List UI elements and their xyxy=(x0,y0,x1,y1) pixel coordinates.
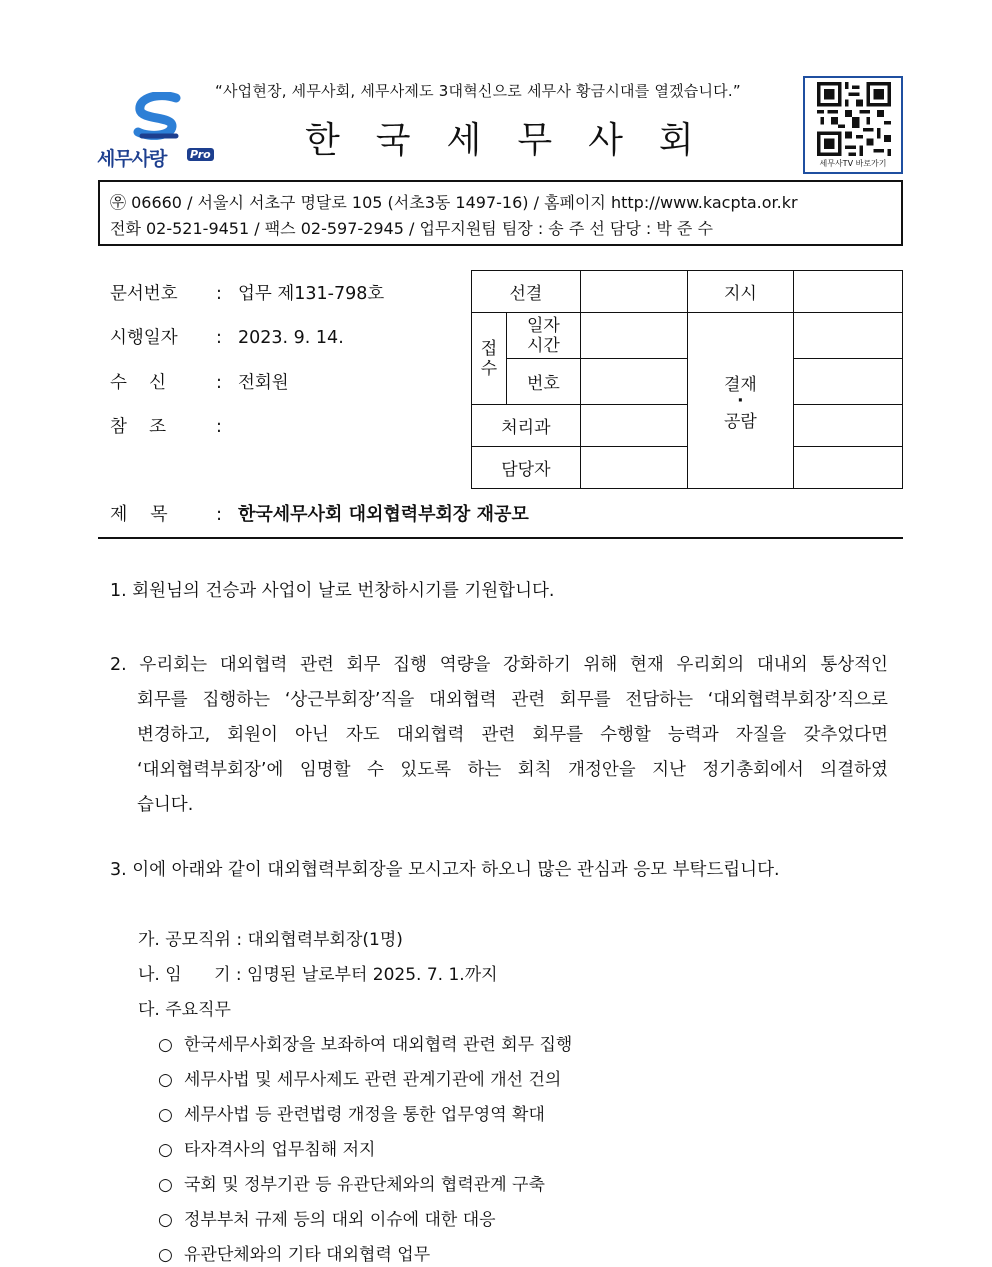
subject-row xyxy=(110,500,529,526)
dept-label: 처리과 xyxy=(472,405,581,447)
word: 통상적인 xyxy=(820,655,888,675)
instruction-cell xyxy=(794,271,903,313)
bullet-icon: ○ xyxy=(158,1035,173,1055)
separator: : xyxy=(216,417,222,437)
word: 하는 xyxy=(467,760,502,780)
word: 집행하는 xyxy=(202,690,271,710)
duty-item xyxy=(158,1205,496,1230)
word: 자질을 xyxy=(735,725,787,745)
bullet-icon: ○ xyxy=(158,1245,173,1265)
logo-pro-badge: Pro xyxy=(187,148,214,161)
word: 강화하기 xyxy=(503,655,571,675)
recipient-row xyxy=(110,369,289,394)
slogan: “사업현장, 세무사회, 세무사제도 3대혁신으로 세무사 황금시대를 열겠습니다.” xyxy=(215,82,741,100)
reference-label: 참 조 xyxy=(110,417,167,437)
word: 2. xyxy=(110,655,127,675)
paragraph-2-line xyxy=(110,788,888,823)
reference-row xyxy=(110,413,238,438)
datetime-label: 일자 시간 xyxy=(506,313,580,359)
duty-text: 국회 및 정부기관 등 유관단체와의 협력관계 구축 xyxy=(184,1175,545,1195)
preapproval-cell xyxy=(580,271,687,313)
recipient-value: 전회원 xyxy=(238,373,289,393)
paragraph-2-line xyxy=(110,753,888,788)
preapproval-label: 선결 xyxy=(472,271,581,313)
word: 우리회의 xyxy=(676,655,745,675)
doc-number: 업무 제131-798호 xyxy=(238,284,385,304)
word: 우리회는 xyxy=(139,655,208,675)
word: ‘상근부회장’직을 xyxy=(284,690,415,710)
word: 회무를 xyxy=(559,690,611,710)
logo-text: 세무사랑 xyxy=(97,148,167,170)
word: 개정안을 xyxy=(568,760,636,780)
date-row xyxy=(110,324,344,349)
word: 회무 xyxy=(346,655,381,675)
paragraph-1: 1. 회원님의 건승과 사업이 날로 번창하시기를 기원합니다. xyxy=(110,581,555,601)
approval-dot: · xyxy=(737,390,744,411)
paragraph-2-line xyxy=(110,718,888,753)
duty-text: 타자격사의 업무침해 저지 xyxy=(184,1140,376,1160)
word: 전담하는 xyxy=(625,690,693,710)
duty-item xyxy=(158,1100,545,1125)
receipt-text: 접 수 xyxy=(480,338,498,379)
duty-text: 세무사법 및 세무사제도 관련 관계기관에 개선 건의 xyxy=(184,1070,562,1090)
approval-cell-4 xyxy=(794,447,903,489)
word: 지난 xyxy=(652,760,686,780)
paragraph-2 xyxy=(110,648,888,823)
qr-caption: 세무사TV 바로가기 xyxy=(819,159,887,168)
word: 관련 xyxy=(300,655,334,675)
approval-cell-2 xyxy=(794,359,903,405)
word: 습니다. xyxy=(137,795,194,815)
word: 변경하고, xyxy=(137,725,211,745)
logo-s-icon xyxy=(128,92,188,144)
item-duties-heading: 다. 주요직무 xyxy=(138,1000,231,1020)
duty-item xyxy=(158,1030,572,1055)
doc-number-row xyxy=(110,280,384,305)
address-box xyxy=(98,180,903,246)
bullet-icon: ○ xyxy=(158,1175,173,1195)
word: 회무를 xyxy=(532,725,584,745)
approval-cell-3 xyxy=(794,405,903,447)
item-position: 가. 공모직위 : 대외협력부회장(1명) xyxy=(138,930,403,950)
duty-item xyxy=(158,1240,430,1265)
word: 회원이 xyxy=(227,725,278,745)
word: 대외협력 xyxy=(396,725,465,745)
separator: : xyxy=(216,373,222,393)
approval-cell-1 xyxy=(794,313,903,359)
word: 갖추었다면 xyxy=(803,725,888,745)
dept-cell xyxy=(580,405,687,447)
logo xyxy=(95,92,220,172)
subject-label: 제 목 xyxy=(110,504,168,525)
duty-text: 세무사법 등 관련법령 개정을 통한 업무영역 확대 xyxy=(184,1105,545,1125)
word: 대외협력 xyxy=(429,690,497,710)
qr-code-icon xyxy=(812,82,896,156)
date-value: 2023. 9. 14. xyxy=(238,328,344,348)
date-label: 시행일자 xyxy=(110,328,178,348)
word: 현재 xyxy=(630,655,664,675)
word: 대외협력 xyxy=(219,655,288,675)
approval-bottom: 공람 xyxy=(723,411,757,432)
duty-text: 한국세무사회장을 보좌하여 대외협력 관련 회무 집행 xyxy=(184,1035,573,1055)
duty-item xyxy=(158,1065,561,1090)
word: 회무를 xyxy=(137,690,188,710)
word: 임명할 xyxy=(299,760,351,780)
address-line: ㉾ 06660 / 서울시 서초구 명달로 105 (서초3동 1497-16) / 홈페이지 http://www.kacpta.or.kr xyxy=(110,193,798,212)
word: 수행할 xyxy=(600,725,651,745)
duty-text: 유관단체와의 기타 대외협력 업무 xyxy=(184,1245,431,1265)
word: 집행 xyxy=(393,655,427,675)
instruction-label: 지시 xyxy=(687,271,794,313)
duty-item xyxy=(158,1135,375,1160)
paragraph-2-line xyxy=(110,683,888,718)
duty-text: 정부부처 규제 등의 대외 이슈에 대한 대응 xyxy=(184,1210,496,1230)
organization-title: 한국세무사회 xyxy=(305,120,730,161)
subject-text: 한국세무사회 대외협력부회장 재공모 xyxy=(238,504,529,525)
manager-cell xyxy=(580,447,687,489)
bullet-icon: ○ xyxy=(158,1210,173,1230)
approval-label xyxy=(687,313,794,489)
word: 관련 xyxy=(481,725,516,745)
recipient-label: 수 신 xyxy=(110,373,167,393)
bullet-icon: ○ xyxy=(158,1105,173,1125)
word: 수 xyxy=(367,760,384,780)
receipt-label xyxy=(472,313,507,405)
doc-number-label: 문서번호 xyxy=(110,284,178,304)
word: 위해 xyxy=(583,655,618,675)
word: 있도록 xyxy=(400,760,452,780)
duty-item xyxy=(158,1170,545,1195)
word: 의결하였 xyxy=(820,760,888,780)
word: 회칙 xyxy=(517,760,552,780)
word: 정기총회에서 xyxy=(702,760,804,780)
number-cell xyxy=(580,359,687,405)
separator: : xyxy=(216,504,223,525)
paragraph-2-line xyxy=(110,648,888,683)
divider xyxy=(98,537,903,539)
bullet-icon: ○ xyxy=(158,1070,173,1090)
item-term: 나. 임 기 : 임명된 날로부터 2025. 7. 1.까지 xyxy=(138,965,498,985)
word: ‘대외협력부회장’직으로 xyxy=(707,690,888,710)
approval-table xyxy=(471,270,903,489)
word: ‘대외협력부회장’에 xyxy=(137,760,284,780)
separator: : xyxy=(216,328,222,348)
bullet-icon: ○ xyxy=(158,1140,173,1160)
paragraph-3: 3. 이에 아래와 같이 대외협력부회장을 모시고자 하오니 많은 관심과 응모 부탁드립니다. xyxy=(110,860,780,880)
word: 관련 xyxy=(511,690,546,710)
word: 대내외 xyxy=(756,655,808,675)
separator: : xyxy=(216,284,222,304)
number-label: 번호 xyxy=(506,359,580,405)
word: 자도 xyxy=(345,725,380,745)
word: 아닌 xyxy=(295,725,329,745)
contact-line: 전화 02-521-9451 / 팩스 02-597-2945 / 업무지원팀 팀장 : 송 주 선 담당 : 박 준 수 xyxy=(110,219,713,238)
approval-top: 결재 xyxy=(723,374,757,395)
manager-label: 담당자 xyxy=(472,447,581,489)
qr-code[interactable] xyxy=(803,76,903,174)
word: 능력과 xyxy=(667,725,719,745)
datetime-cell xyxy=(580,313,687,359)
word: 역량을 xyxy=(439,655,491,675)
